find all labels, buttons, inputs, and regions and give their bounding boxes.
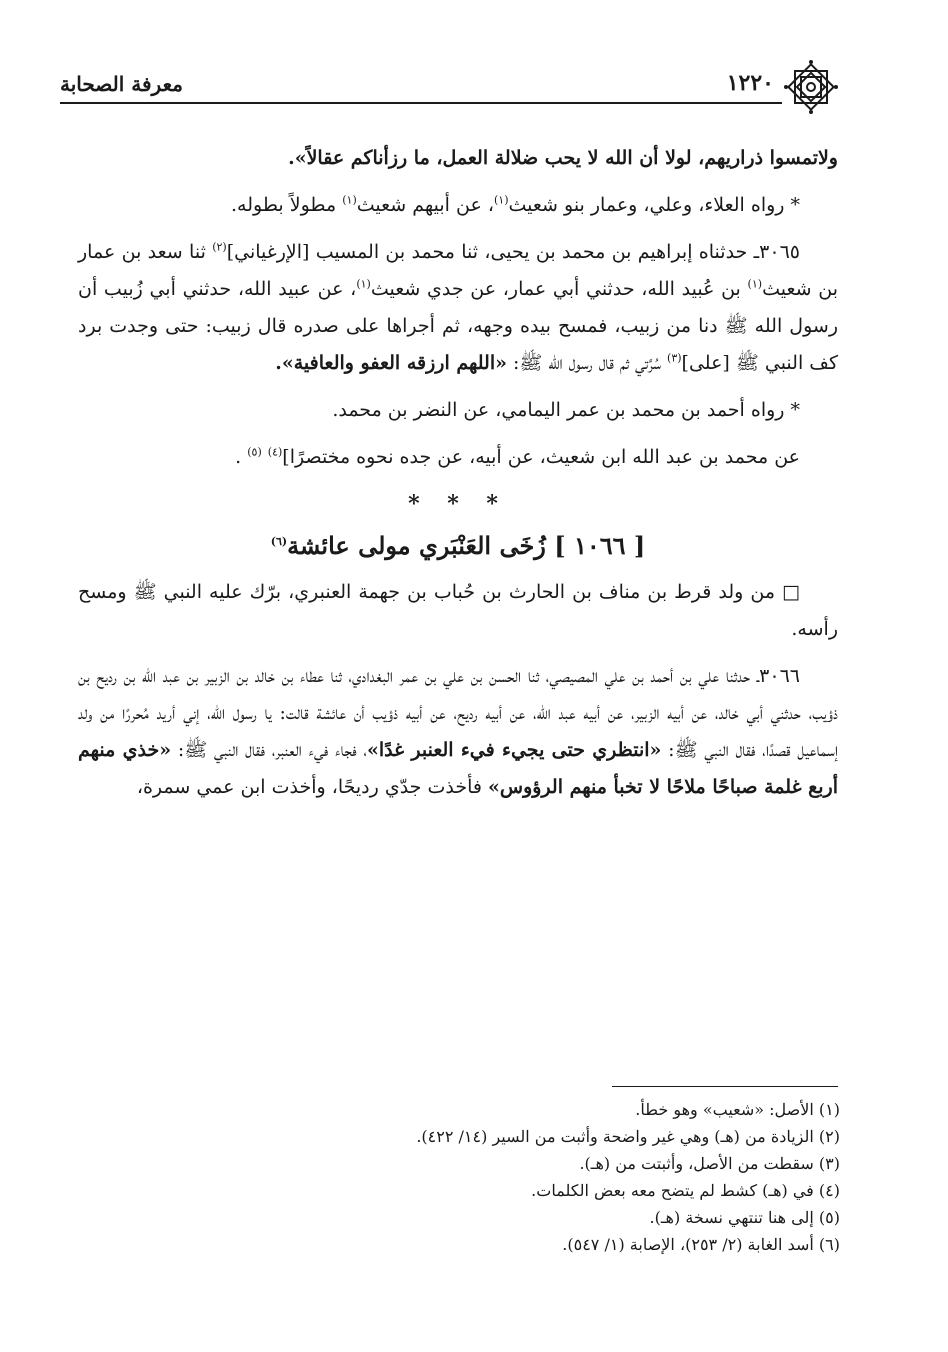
footnote-2: (٢) الزيادة من (هـ) وهي غير واضحة وأثبت من السير (١٤/ ٤٢٢).	[416, 1127, 840, 1146]
main-text	[78, 140, 838, 816]
footnote-rule	[612, 1086, 838, 1087]
hadith-quote: «خذي منهم أربع غلمة صباحًا ملاحًا لا تخبأ منهم الرؤوس»	[78, 739, 838, 798]
paragraph-6: □ من ولد قرط بن مناف بن الحارث بن حُباب بن جهمة العنبري، برّك عليه النبي ﷺ ومسح رأسه.	[78, 581, 838, 640]
paragraph-3065	[78, 234, 838, 382]
paragraph-1: ولاتمسوا ذراريهم، لولا أن الله لا يحب ضلالة العمل، ما رزأناكم عقالاً».	[288, 147, 838, 169]
footnote-ref: (٢)	[212, 240, 227, 254]
entry-heading	[78, 527, 838, 564]
heading-text: [ ١٠٦٦ ] زُخَى العَنْبَري مولى عائشة	[287, 531, 646, 560]
section-separator: * * *	[408, 491, 508, 517]
octagram-ornament-icon	[782, 58, 840, 116]
footnote-ref: (٥)	[247, 445, 262, 459]
footnote-ref: (٣)	[667, 351, 682, 365]
text-run: * رواه العلاء، وعلي، وعمار بنو شعيث	[508, 194, 800, 216]
footnote-4: (٤) في (هـ) كشط لم يتضح معه بعض الكلمات.	[531, 1181, 840, 1200]
footnote-ref: (١)	[356, 277, 371, 291]
footnote-6: (٦) أسد الغابة (٢/ ٢٥٣)، الإصابة (١/ ٥٤٧).	[562, 1235, 840, 1254]
text-run: بن عُبيد الله، حدثني أبي عمار، عن جدي شعيث	[370, 278, 748, 300]
text-run: مطولاً بطوله.	[231, 194, 343, 216]
footnote-ref: (١)	[747, 277, 763, 291]
text-run: ، عن أبيهم شعيث	[356, 194, 494, 216]
paragraph-5	[78, 439, 838, 476]
page-number: ١٢٢٠	[726, 70, 774, 96]
text-run: سُرَّتي ثم قال رسول الله ﷺ:	[506, 352, 668, 374]
page-title: معرفة الصحابة	[60, 72, 183, 96]
footnotes	[180, 1096, 840, 1258]
footnote-5: (٥) إلى هنا تنتهي نسخة (هـ).	[649, 1208, 840, 1227]
footnote-1: (١) الأصل: «شعيب» وهو خطأ.	[635, 1100, 840, 1119]
footnote-ref: (٦)	[270, 535, 288, 548]
hadith-quote: «انتظري حتى يجيء فيء العنبر غدًا»	[367, 739, 662, 761]
footnote-ref: (٤)	[267, 445, 283, 459]
header-rule	[60, 102, 782, 104]
text-run: ثنا سعد بن عمار بن شعيث	[78, 241, 838, 300]
footnote-ref: (١)	[493, 193, 509, 207]
text-run: ، فجاء فيء العنبر، فقال النبي ﷺ:	[171, 739, 367, 761]
text-run: فأخذت جدّي رديحًا، وأخذت ابن عمي سمرة،	[136, 776, 488, 798]
text-run: عن محمد بن عبد الله ابن شعيث، عن أبيه، عن جده نحوه مختصرًا]	[282, 446, 800, 468]
hadith-quote: «اللهم ارزقه العفو والعافية».	[275, 352, 507, 374]
paragraph-3066	[78, 658, 838, 806]
footnote-ref: (١)	[342, 193, 357, 207]
text-run: ، عن عبيد الله، حدثني أبي زُبيب أن رسول الله ﷺ دنا من زبيب، فمسح بيده وجهه، ثم أجراها على صدره قال زبيب: حتى وجدت برد كف النبي ﷺ [على]	[78, 278, 838, 374]
paragraph-2	[78, 187, 838, 224]
text-run: ٣٠٦٥ـ حدثناه إبراهيم بن محمد بن يحيى، ثنا محمد بن المسيب [الإرغياني]	[226, 241, 800, 263]
text-run: ٣٠٦٦ـ حدثنا علي بن أحمد بن علي المصيصي، ثنا الحسن بن علي بن عمر البغدادي، ثنا عطاء بن خالد بن الزبير بن عبد الله بن رديح بن ذؤيب، حدثني أبي خالد، عن أبيه الزبير، عن أبيه عبد الله، عن أبيه رديح، عن أبيه ذؤيب أن عائشة قالت: يا رسول الله، إني أريد مُحررًا من ولد إسماعيل قصدًا، فقال النبي ﷺ:	[78, 665, 838, 761]
page-header	[60, 58, 840, 118]
footnote-3: (٣) سقطت من الأصل، وأثبتت من (هـ).	[579, 1154, 840, 1173]
paragraph-4: * رواه أحمد بن محمد بن عمر اليمامي، عن النضر بن محمد.	[332, 399, 800, 421]
text-run: .	[235, 446, 248, 468]
